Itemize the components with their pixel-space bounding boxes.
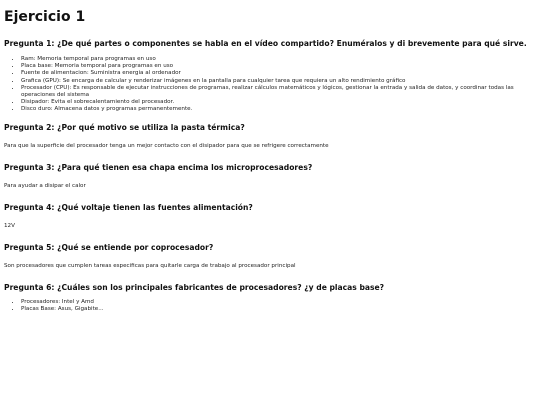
list-item: • Placas Base: Asus, Gigabite... bbox=[21, 306, 534, 313]
question-1-heading: Pregunta 1: ¿De qué partes o componentes se habla en el vídeo compartido? Enuméralos y di brevemente para qué sirve. bbox=[4, 39, 527, 48]
question-1-section bbox=[4, 38, 534, 114]
question-6-section bbox=[4, 282, 534, 313]
question-3-answer: Para ayudar a disipar el calor bbox=[4, 182, 86, 189]
list-item: • Fuente de alimentacion: Suministra energia al ordenador bbox=[21, 70, 534, 77]
page-title: Ejercicio 1 bbox=[4, 9, 86, 25]
list-item: • Placa base: Memoria temporal para programas en uso bbox=[21, 63, 534, 70]
question-4-heading: Pregunta 4: ¿Qué voltaje tienen las fuentes alimentación? bbox=[4, 202, 253, 212]
question-6-list bbox=[4, 299, 534, 313]
list-item: • Ram: Memoria temporal para programas en uso bbox=[21, 56, 534, 63]
document-page bbox=[4, 8, 534, 313]
question-1-list bbox=[4, 56, 534, 114]
question-4-answer: 12V bbox=[4, 222, 15, 229]
list-item: • Procesador (CPU): Es responsable de ejecutar instrucciones de programas, realizar cálculos matemáticos y lógicos, gestionar la entrada y salida de datos, y coordinar todas las operaciones del sistema bbox=[21, 85, 534, 99]
list-item: • Disco duro: Almacena datos y programas permanentemente. bbox=[21, 106, 534, 113]
question-5-heading: Pregunta 5: ¿Qué se entiende por coprocesador? bbox=[4, 242, 214, 252]
question-2-heading: Pregunta 2: ¿Por qué motivo se utiliza la pasta térmica? bbox=[4, 122, 245, 132]
question-3-heading: Pregunta 3: ¿Para qué tienen esa chapa encima los microprocesadores? bbox=[4, 162, 313, 172]
question-3-section bbox=[4, 162, 534, 190]
list-item: • Disipador: Evita el sobrecalentamiento del procesador. bbox=[21, 99, 534, 106]
list-item: • Procesadores: Intel y Amd bbox=[21, 299, 534, 306]
question-6-heading: Pregunta 6: ¿Cuáles son los principales fabricantes de procesadores? ¿y de placas base? bbox=[4, 282, 385, 292]
question-2-answer: Para que la superficie del procesador tenga un mejor contacto con el disipador para que se refrigere correctamente bbox=[4, 142, 329, 149]
list-item: • Grafica (GPU): Se encarga de calcular y renderizar imágenes en la pantalla para cualquier tarea que requiera un alto rendimiento gráfico bbox=[21, 78, 534, 85]
question-5-answer: Son procesadores que cumplen tareas especificas para quitarle carga de trabajo al procesador principal bbox=[4, 262, 296, 269]
question-2-section bbox=[4, 122, 534, 150]
question-5-section bbox=[4, 242, 534, 270]
question-4-section bbox=[4, 202, 534, 230]
